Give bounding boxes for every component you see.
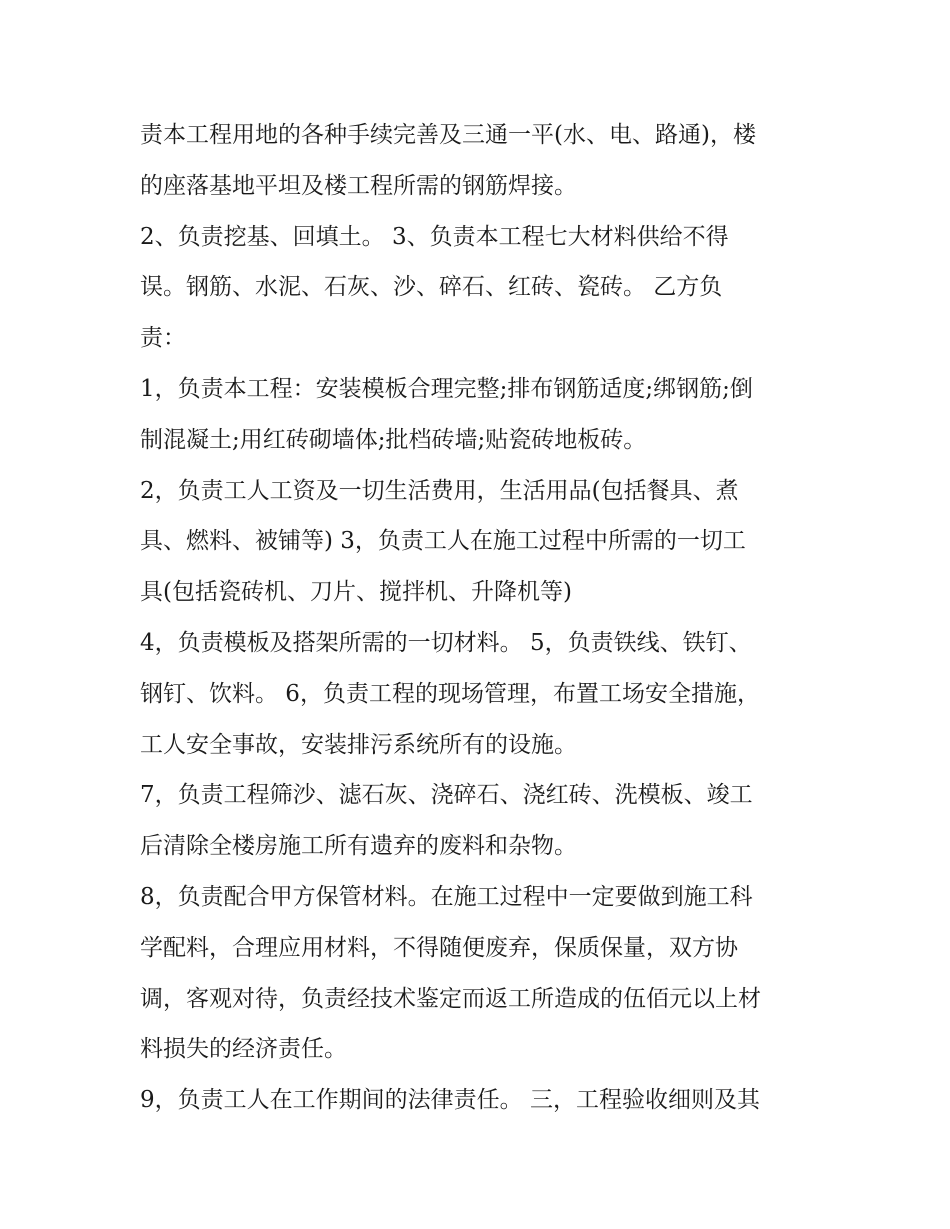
text-line: 的座落基地平坦及楼工程所需的钢筋焊接。: [140, 172, 577, 199]
text-line: 制混凝土;用红砖砌墙体;批档砖墙;贴瓷砖地板砖。: [140, 426, 647, 453]
text-line: 责本工程用地的各种手续完善及三通一平(水、电、路通)，楼: [140, 122, 756, 148]
document-body: [140, 110, 820, 1126]
text-line: 调，客观对待，负责经技术鉴定而返工所造成的伍佰元以上材: [140, 985, 761, 1012]
text-line: 责：: [140, 325, 186, 352]
text-line: 9，负责工人在工作期间的法律责任。 三，工程验收细则及其: [140, 1087, 760, 1114]
text-line: 4，负责模板及搭架所需的一切材料。 5，负责铁线、铁钉、: [140, 629, 752, 656]
text-line: 具(包括瓷砖机、刀片、搅拌机、升降机等): [140, 579, 572, 606]
text-line: 1，负责本工程：安装模板合理完整;排布钢筋适度;绑钢筋;倒: [140, 375, 753, 402]
text-line: 2、负责挖基、回填土。 3、负责本工程七大材料供给不得: [140, 223, 729, 250]
text-line: 误。钢筋、水泥、石灰、沙、碎石、红砖、瓷砖。 乙方负: [140, 274, 723, 301]
text-line: 2，负责工人工资及一切生活费用，生活用品(包括餐具、煮: [140, 477, 739, 504]
text-line: 料损失的经济责任。: [140, 1036, 347, 1063]
text-line: 工人安全事故，安装排污系统所有的设施。: [140, 731, 577, 758]
text-line: 学配料，合理应用材料，不得随便废弃，保质保量，双方协: [140, 934, 738, 961]
text-line: 7，负责工程筛沙、滤石灰、浇碎石、浇红砖、洗模板、竣工: [140, 782, 753, 809]
text-line: 具、燃料、被铺等) 3，负责工人在施工过程中所需的一切工: [140, 528, 746, 555]
text-line: 8，负责配合甲方保管材料。在施工过程中一定要做到施工科: [140, 883, 753, 910]
text-line: 钢钉、饮料。 6，负责工程的现场管理，布置工场安全措施，: [140, 680, 760, 707]
text-line: 后清除全楼房施工所有遗弃的废料和杂物。: [140, 833, 577, 860]
